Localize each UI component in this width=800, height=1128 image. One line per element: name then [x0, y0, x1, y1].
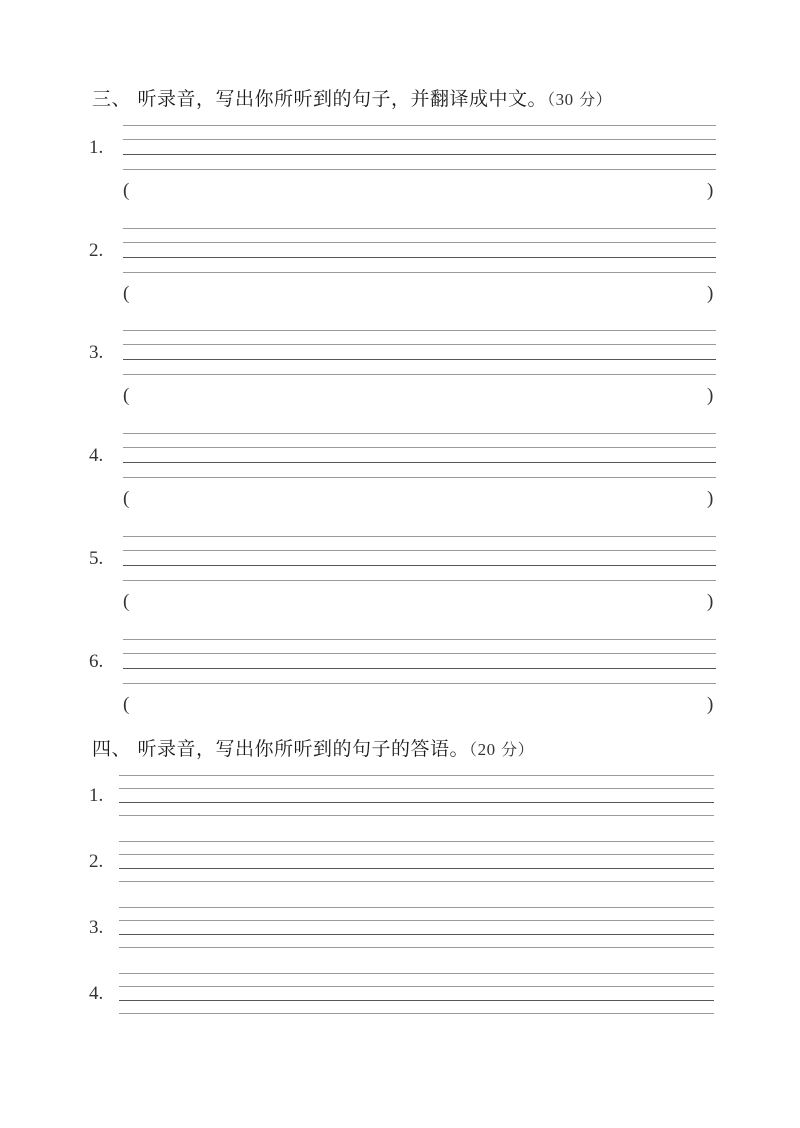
- guide-line: [119, 1013, 714, 1014]
- s3-item-1-paren-close: ): [707, 180, 714, 201]
- section-4-title: 四、 听录音，写出你所听到的句子的答语。: [92, 738, 470, 760]
- s3-item-1-paren-open: (: [123, 180, 130, 201]
- s3-item-4-number: 4.: [89, 445, 104, 466]
- guide-line: [123, 330, 716, 331]
- guide-line: [123, 272, 716, 273]
- s4-item-1-writing-lines[interactable]: [119, 775, 714, 815]
- s4-item-4-writing-lines[interactable]: [119, 973, 714, 1013]
- s3-item-1-writing-lines[interactable]: [123, 125, 716, 169]
- guide-line: [119, 907, 714, 908]
- s3-item-5-writing-lines[interactable]: [123, 536, 716, 580]
- guide-line: [119, 881, 714, 882]
- s4-item-1-number: 1.: [89, 785, 104, 806]
- guide-line: [123, 536, 716, 537]
- s3-item-6-paren-open: (: [123, 694, 130, 715]
- guide-line: [123, 374, 716, 375]
- guide-line: [123, 169, 716, 170]
- guide-line: [123, 344, 716, 345]
- guide-line: [119, 973, 714, 974]
- s3-item-6-number: 6.: [89, 651, 104, 672]
- guide-line: [123, 550, 716, 551]
- guide-line: [123, 683, 716, 684]
- s3-item-2-paren-close: ): [707, 283, 714, 304]
- guide-line: [119, 920, 714, 921]
- s4-item-2-number: 2.: [89, 851, 104, 872]
- guide-line: [119, 854, 714, 855]
- section-4-heading: [92, 734, 534, 761]
- guide-line: [119, 934, 714, 935]
- guide-line: [123, 242, 716, 243]
- s3-item-2-writing-lines[interactable]: [123, 228, 716, 272]
- s3-item-2-number: 2.: [89, 240, 104, 261]
- guide-line: [119, 868, 714, 869]
- s3-item-4-paren-close: ): [707, 488, 714, 509]
- s4-item-3-number: 3.: [89, 917, 104, 938]
- guide-line: [119, 1000, 714, 1001]
- guide-line: [119, 986, 714, 987]
- s3-item-4-paren-open: (: [123, 488, 130, 509]
- s3-item-3-writing-lines[interactable]: [123, 330, 716, 374]
- guide-line: [119, 947, 714, 948]
- s3-item-1-number: 1.: [89, 137, 104, 158]
- guide-line: [123, 433, 716, 434]
- s3-item-6-writing-lines[interactable]: [123, 639, 716, 683]
- s3-item-3-number: 3.: [89, 342, 104, 363]
- guide-line: [119, 815, 714, 816]
- s3-item-5-number: 5.: [89, 548, 104, 569]
- s4-item-2-writing-lines[interactable]: [119, 841, 714, 881]
- s3-item-4-writing-lines[interactable]: [123, 433, 716, 477]
- section-4-score: （20 分）: [469, 740, 535, 759]
- guide-line: [119, 775, 714, 776]
- s3-item-5-paren-close: ): [707, 591, 714, 612]
- s3-item-5-paren-open: (: [123, 591, 130, 612]
- s4-item-3-writing-lines[interactable]: [119, 907, 714, 947]
- s3-item-3-paren-open: (: [123, 385, 130, 406]
- guide-line: [123, 462, 716, 463]
- s3-item-2-paren-open: (: [123, 283, 130, 304]
- guide-line: [123, 639, 716, 640]
- guide-line: [123, 125, 716, 126]
- guide-line: [123, 580, 716, 581]
- guide-line: [119, 802, 714, 803]
- section-3-heading: [92, 84, 612, 111]
- guide-line: [123, 668, 716, 669]
- guide-line: [123, 154, 716, 155]
- guide-line: [123, 228, 716, 229]
- s4-item-4-number: 4.: [89, 983, 104, 1004]
- guide-line: [123, 139, 716, 140]
- s3-item-3-paren-close: ): [707, 385, 714, 406]
- s3-item-6-paren-close: ): [707, 694, 714, 715]
- guide-line: [119, 841, 714, 842]
- guide-line: [123, 359, 716, 360]
- section-3-score: （30 分）: [547, 90, 613, 109]
- guide-line: [119, 788, 714, 789]
- guide-line: [123, 257, 716, 258]
- guide-line: [123, 447, 716, 448]
- guide-line: [123, 477, 716, 478]
- guide-line: [123, 565, 716, 566]
- guide-line: [123, 653, 716, 654]
- section-3-title: 三、 听录音，写出你所听到的句子，并翻译成中文。: [92, 88, 548, 110]
